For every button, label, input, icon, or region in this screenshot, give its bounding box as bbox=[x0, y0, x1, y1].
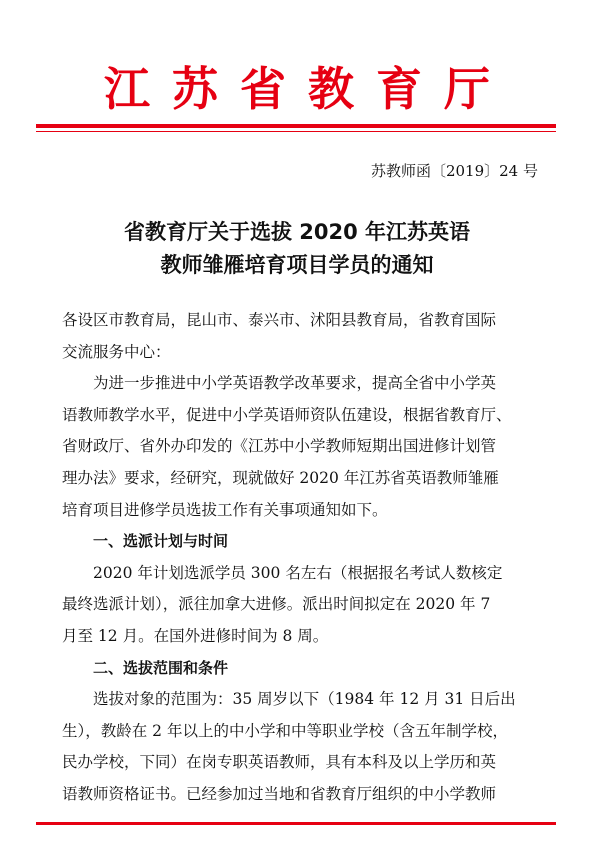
addressee-line-1: 各设区市教育局，昆山市、泰兴市、沭阳县教育局，省教育国际 bbox=[62, 311, 497, 329]
paragraph-line: 生），教龄在 2 年以上的中小学和中等职业学校（含五年制学校， bbox=[62, 721, 508, 740]
paragraph-line: 理办法》要求，经研究，现就做好 2020 年江苏省英语教师雏雁 bbox=[62, 468, 499, 487]
paragraph-line: 选拔对象的范围为：35 周岁以下（1984 年 12 月 31 日后出 bbox=[93, 690, 516, 709]
footer-rule bbox=[36, 822, 556, 825]
paragraph-line: 为进一步推进中小学英语教学改革要求，提高全省中小学英 bbox=[93, 374, 497, 393]
paragraph-line: 月至 12 月。在国外进修时间为 8 周。 bbox=[62, 626, 329, 645]
section-heading-1: 一、选派计划与时间 bbox=[93, 532, 229, 551]
masthead-org-name: 江苏省教育厅 bbox=[104, 62, 512, 116]
paragraph-line: 培育项目进修学员选拔工作有关事项通知如下。 bbox=[62, 500, 388, 519]
section-heading-2: 二、选拔范围和条件 bbox=[93, 658, 229, 677]
paragraph-line: 最终选派计划），派往加拿大进修。派出时间拟定在 2020 年 7 bbox=[62, 595, 491, 614]
paragraph-line: 民办学校，下同）在岗专职英语教师，具有本科及以上学历和英 bbox=[62, 753, 497, 772]
document-title bbox=[0, 216, 594, 282]
addressee-line-2: 交流服务中心： bbox=[62, 342, 171, 361]
paragraph-line: 2020 年计划选派学员 300 名左右（根据报名考试人数核定 bbox=[93, 563, 503, 582]
masthead-rule-thin bbox=[36, 131, 556, 132]
paragraph-line: 语教师教学水平，促进中小学英语师资队伍建设，根据省教育厅、 bbox=[62, 405, 512, 424]
document-body bbox=[62, 305, 542, 811]
title-line-2: 教师雏雁培育项目学员的通知 bbox=[160, 253, 434, 277]
paragraph-line: 语教师资格证书。已经参加过当地和省教育厅组织的中小学教师 bbox=[62, 784, 497, 803]
paragraph-line: 省财政厅、省外办印发的《江苏中小学教师短期出国进修计划管 bbox=[62, 437, 497, 456]
title-line-1: 省教育厅关于选拔 2020 年江苏英语 bbox=[123, 220, 471, 244]
document-number: 苏教师函〔2019〕24 号 bbox=[370, 162, 538, 180]
masthead-rule-thick bbox=[36, 124, 556, 128]
